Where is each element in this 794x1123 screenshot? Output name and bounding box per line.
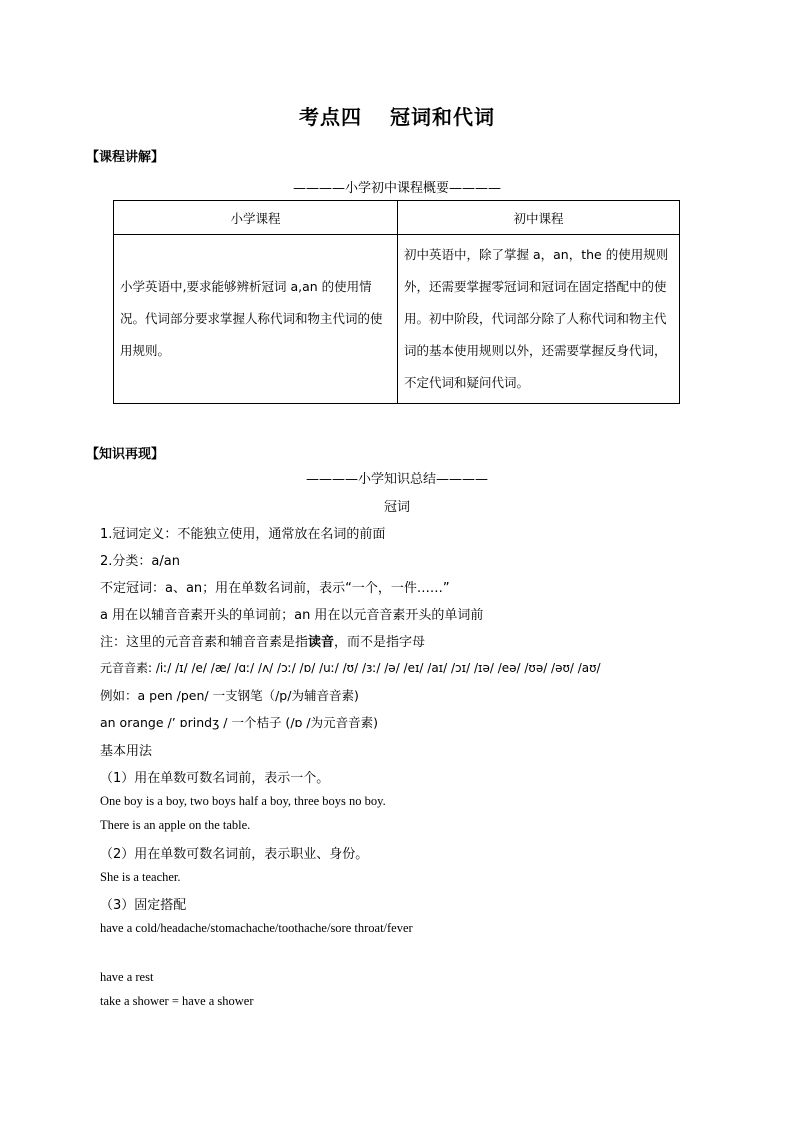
course-overview-table	[113, 200, 680, 404]
note-text-2: ，而不是指字母	[334, 635, 426, 650]
page-title	[0, 101, 794, 130]
usage-1-example-1: One boy is a boy, two boys half a boy, three boys no boy.	[100, 794, 386, 808]
article-definition: 1.冠词定义：不能独立使用，通常放在名词的前面	[100, 527, 386, 542]
usage-1-example-2: There is an apple on the table.	[100, 818, 251, 832]
header-primary: 小学课程	[114, 201, 398, 235]
vowel-phonemes: 元音音素: /iː/ /ɪ/ /e/ /æ/ /ɑː/ /ʌ/ /ɔː/ /ɒ/ /uː/ /ʊ/ /ɜː/ /ə/ /eɪ/ /aɪ/ /ɔɪ/ /ɪə/ /eə/ /ʊə/ /əʊ/ /aʊ/	[100, 661, 601, 675]
cell-junior-course: 初中英语中，除了掌握 a，an，the 的使用规则外，还需要掌握零冠词和冠词在固定搭配中的使用。初中阶段，代词部分除了人称代词和物主代词的基本使用规则以外，还需要掌握反身代词，不定代词和疑问代词。	[398, 235, 680, 404]
summary-heading: ————小学知识总结————	[305, 472, 488, 487]
title-topic-number: 考点四	[299, 105, 362, 129]
overview-heading: ————小学初中课程概要————	[292, 181, 501, 196]
table-header-row	[114, 201, 680, 235]
pronunciation-note	[100, 631, 425, 650]
usage-2: （2）用在单数可数名词前，表示职业、身份。	[100, 847, 369, 862]
table-row	[114, 235, 680, 404]
topic-heading: 冠词	[383, 500, 410, 515]
a-an-rule: a 用在以辅音音素开头的单词前；an 用在以元音音素开头的单词前	[100, 608, 484, 623]
example-pen: 例如：a pen /pen/ 一支钢笔（/p/为辅音音素)	[100, 688, 359, 703]
indefinite-article-note: 不定冠词：a、an；用在单数名词前，表示“一个，一件……”	[100, 581, 450, 596]
example-orange: an orange /’ ɒrindʒ / 一个桔子 (/ɒ /为元音音素)	[100, 715, 379, 730]
fixed-phrase-2: have a rest	[100, 970, 154, 984]
note-emphasis: 读音	[308, 635, 335, 650]
usage-1: （1）用在单数可数名词前，表示一个。	[100, 771, 330, 786]
section-heading-course: 【课程讲解】	[86, 150, 165, 165]
title-topic-name: 冠词和代词	[390, 105, 495, 129]
fixed-phrase-1: have a cold/headache/stomachache/toothache/sore throat/fever	[100, 921, 413, 935]
basic-usage-heading: 基本用法	[100, 744, 153, 759]
usage-3: （3）固定搭配	[100, 898, 187, 913]
section-heading-knowledge: 【知识再现】	[86, 447, 165, 462]
usage-2-example: She is a teacher.	[100, 870, 181, 884]
note-text-1: 注：这里的元音音素和辅音音素是指	[100, 635, 309, 650]
fixed-phrase-3: take a shower = have a shower	[100, 994, 254, 1008]
article-classification: 2.分类：a/an	[100, 554, 180, 569]
header-junior: 初中课程	[398, 201, 680, 235]
cell-primary-course: 小学英语中,要求能够辨析冠词 a,an 的使用情况。代词部分要求掌握人称代词和物主代词的使用规则。	[114, 235, 398, 404]
